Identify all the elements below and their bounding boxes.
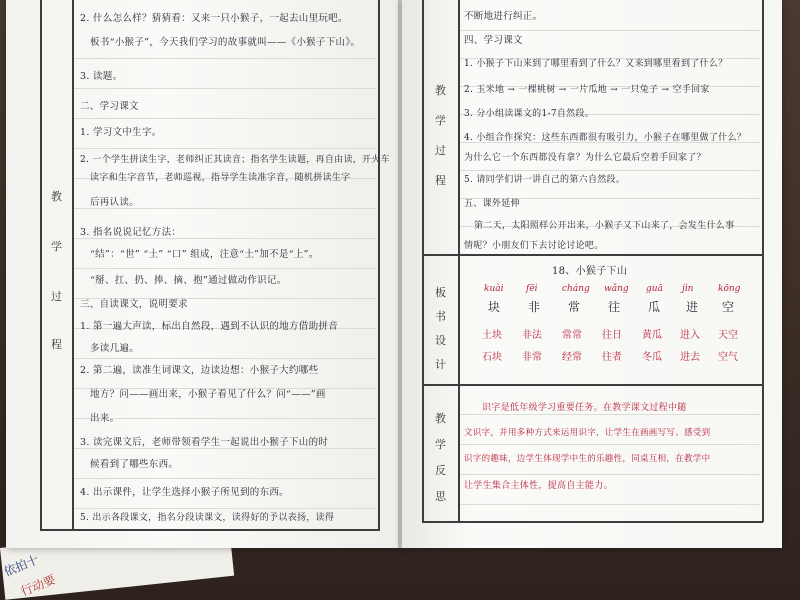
label-guo: 过 [51, 290, 62, 303]
left-outer-border [40, 0, 42, 530]
text-line: 地方？问——画出来，小猴子看见了什么？问“——”画 [90, 389, 326, 400]
character-5: 瓜 [648, 300, 661, 314]
text-line: 后再认读。 [90, 197, 140, 208]
label-she: 设 [435, 334, 446, 347]
pinyin-7: kōng [718, 284, 741, 294]
right-page-left-border [422, 0, 424, 522]
label-xue: 学 [435, 438, 446, 451]
word-row2-3: 经常 [562, 352, 582, 363]
text-line: 2. 第二遍，读准生词课文，边读边想：小猴子大约哪些 [80, 365, 319, 376]
text-line: 3. 读题。 [80, 71, 123, 82]
section-heading: 二、学习课文 [80, 101, 139, 112]
text-line: 5. 请同学们讲一讲自己的第六自然段。 [464, 175, 626, 185]
text-line: 3. 分小组读课文的1-7自然段。 [464, 109, 595, 119]
text-line: 1. 小猴子下山来到了哪里看到了什么？又来到哪里看到了什么？ [464, 59, 728, 69]
text-line: 出来。 [90, 413, 120, 424]
text-line: “掰、扛、扔、捧、摘、抱”通过做动作识记。 [90, 275, 287, 286]
label-ji: 计 [435, 358, 446, 371]
right-border [378, 0, 380, 530]
label-jiao: 教 [435, 84, 446, 97]
pinyin-3: cháng [562, 284, 590, 294]
label-shu: 书 [435, 310, 446, 323]
text-line: 第二天，太阳照样公开出来，小猴子又下山来了，会发生什么事 [474, 221, 735, 231]
label-guo: 过 [435, 144, 446, 157]
text-line: 不断地进行纠正。 [464, 11, 543, 22]
label-xue: 学 [51, 240, 62, 253]
label-fan: 反 [435, 464, 446, 477]
reflection-line: 识字是低年级学习重要任务。在教学课文过程中随 [482, 403, 687, 413]
text-line: 3. 指名说说记忆方法： [80, 227, 182, 238]
word-row2-1: 石块 [482, 352, 502, 363]
pinyin-6: jìn [682, 284, 694, 294]
reflection-line: 让学生集合主体性，提高自主能力。 [464, 481, 613, 491]
board-title: 18、小猴子下山 [552, 266, 628, 277]
reflection-line: 文识字，并用多种方式来运用识字，让学生在画画写写、感受到 [464, 428, 711, 438]
word-row2-6: 进去 [680, 352, 700, 363]
character-4: 往 [608, 300, 621, 314]
word-row1-4: 往日 [602, 330, 622, 341]
divider-board-reflection [422, 384, 763, 386]
text-line: 候看到了哪些东西。 [90, 459, 179, 470]
right-page [402, 0, 782, 548]
word-row2-5: 冬瓜 [642, 352, 662, 363]
word-row1-5: 黄瓜 [642, 330, 662, 341]
word-row2-2: 非常 [522, 352, 542, 363]
text-line: 2. 什么怎么样？猜猜看：又来一只小猴子，一起去山里玩吧。 [80, 13, 348, 24]
text-line: 读字和生字音节，老师巡视，指导学生读准字音，随机拼读生字 [90, 173, 351, 183]
word-row1-1: 土块 [482, 330, 502, 341]
text-line: 2. 玉米地 → 一棵桃树 → 一片瓜地 → 一只兔子 → 空手回家 [464, 85, 710, 95]
character-2: 非 [528, 300, 541, 314]
word-row1-6: 进入 [680, 330, 700, 341]
label-jiao: 教 [51, 190, 62, 203]
label-column-border [72, 0, 74, 530]
right-bottom-border [422, 521, 763, 523]
divider-process-board [422, 254, 763, 256]
text-line: 3. 读完课文后，老师带领看学生一起说出小猴子下山的时 [80, 437, 329, 448]
right-page-right-border [762, 0, 764, 522]
pinyin-4: wǎng [604, 284, 629, 294]
label-si: 思 [435, 490, 446, 503]
bottom-border [40, 529, 380, 531]
text-line: 情呢？小朋友们下去讨论讨论吧。 [464, 241, 604, 251]
section-heading: 四、学习课文 [464, 35, 523, 46]
label-cheng: 程 [435, 174, 446, 187]
word-row1-2: 非法 [522, 330, 542, 341]
text-line: 5. 出示各段课文，指名分段读课文，读得好的予以表扬，读得 [80, 513, 335, 523]
text-line: 为什么它一个东西都没有拿？为什么它最后空着手回家了？ [464, 153, 706, 163]
text-line: “结”：“世” “土” “口” 组成，注意“土”加不是“上”。 [90, 249, 319, 260]
text-line: 1. 学习文中生字。 [80, 127, 162, 138]
text-line: 板书“小猴子”，今天我们学习的故事就叫——《小猴子下山》。 [90, 37, 361, 48]
underlying-paper-text: 依拍十 [2, 552, 41, 579]
underlying-paper-text-red: 行动要 [18, 572, 58, 599]
word-row1-3: 常常 [562, 330, 582, 341]
reflection-line: 识字的趣味，边学生体现学中生的乐趣性，同桌互相，在教学中 [464, 454, 711, 464]
section-heading: 五、课外延伸 [464, 199, 520, 209]
text-line: 多读几遍。 [90, 343, 140, 354]
pinyin-1: kuài [484, 284, 504, 294]
section-heading: 三、自读课文，说明要求 [80, 299, 188, 310]
label-ban: 板 [435, 286, 446, 299]
text-line: 4. 小组合作探究：这些东西都很有吸引力，小猴子在哪里做了什么？ [464, 133, 747, 143]
character-3: 常 [568, 300, 581, 314]
label-cheng: 程 [51, 338, 62, 351]
label-jiao: 教 [435, 412, 446, 425]
word-row2-7: 空气 [718, 352, 738, 363]
pinyin-5: guā [646, 284, 663, 294]
label-xue: 学 [435, 114, 446, 127]
text-line: 4. 出示课件，让学生选择小猴子所见到的东西。 [80, 487, 289, 498]
word-row2-4: 往者 [602, 352, 622, 363]
character-1: 块 [488, 300, 501, 314]
character-7: 空 [722, 300, 735, 314]
character-6: 进 [686, 300, 699, 314]
left-page [6, 0, 400, 548]
text-line: 2. 一个学生拼读生字，老师纠正其读音；指名学生读题，再自由读，开火车 [80, 155, 390, 165]
text-line: 1. 第一遍大声读，标出自然段，遇到不认识的地方借助拼音 [80, 321, 338, 332]
pinyin-2: fēi [526, 284, 538, 294]
word-row1-7: 天空 [718, 330, 738, 341]
